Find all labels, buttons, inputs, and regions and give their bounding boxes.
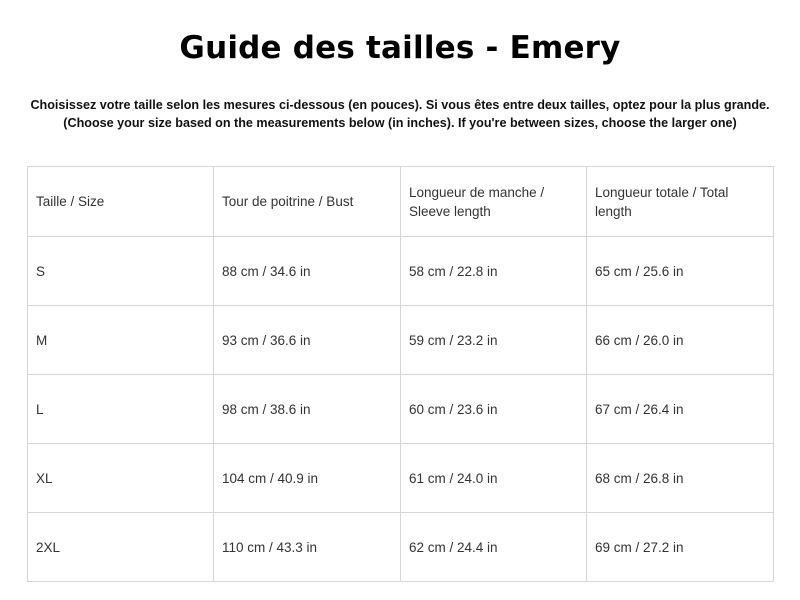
cell-sleeve-length: 62 cm / 24.4 in xyxy=(401,513,587,582)
table-header-row xyxy=(28,167,774,237)
header-total-length: Longueur totale / Total length xyxy=(587,167,774,237)
intro-text xyxy=(0,96,800,132)
cell-bust: 88 cm / 34.6 in xyxy=(214,237,401,306)
cell-bust: 93 cm / 36.6 in xyxy=(214,306,401,375)
page-title: Guide des tailles - Emery xyxy=(179,30,621,66)
header-sleeve-length: Longueur de manche / Sleeve length xyxy=(401,167,587,237)
cell-size: L xyxy=(28,375,214,444)
header-bust: Tour de poitrine / Bust xyxy=(214,167,401,237)
cell-bust: 110 cm / 43.3 in xyxy=(214,513,401,582)
cell-sleeve-length: 61 cm / 24.0 in xyxy=(401,444,587,513)
header-size: Taille / Size xyxy=(28,167,214,237)
table-row xyxy=(28,237,774,306)
table-row xyxy=(28,375,774,444)
cell-bust: 104 cm / 40.9 in xyxy=(214,444,401,513)
intro-french: Choisissez votre taille selon les mesures ci-dessous (en pouces). Si vous êtes entre deux tailles, optez pour la plus grande. xyxy=(30,98,770,112)
cell-size: S xyxy=(28,237,214,306)
cell-total-length: 65 cm / 25.6 in xyxy=(587,237,774,306)
table-row xyxy=(28,306,774,375)
cell-bust: 98 cm / 38.6 in xyxy=(214,375,401,444)
cell-size: 2XL xyxy=(28,513,214,582)
table-row xyxy=(28,444,774,513)
table-row xyxy=(28,513,774,582)
size-table xyxy=(27,166,774,582)
intro-english: (Choose your size based on the measurements below (in inches). If you're between sizes, choose the larger one) xyxy=(63,116,737,130)
cell-sleeve-length: 58 cm / 22.8 in xyxy=(401,237,587,306)
cell-sleeve-length: 59 cm / 23.2 in xyxy=(401,306,587,375)
cell-total-length: 66 cm / 26.0 in xyxy=(587,306,774,375)
cell-total-length: 69 cm / 27.2 in xyxy=(587,513,774,582)
cell-total-length: 68 cm / 26.8 in xyxy=(587,444,774,513)
cell-total-length: 67 cm / 26.4 in xyxy=(587,375,774,444)
cell-size: XL xyxy=(28,444,214,513)
cell-sleeve-length: 60 cm / 23.6 in xyxy=(401,375,587,444)
cell-size: M xyxy=(28,306,214,375)
